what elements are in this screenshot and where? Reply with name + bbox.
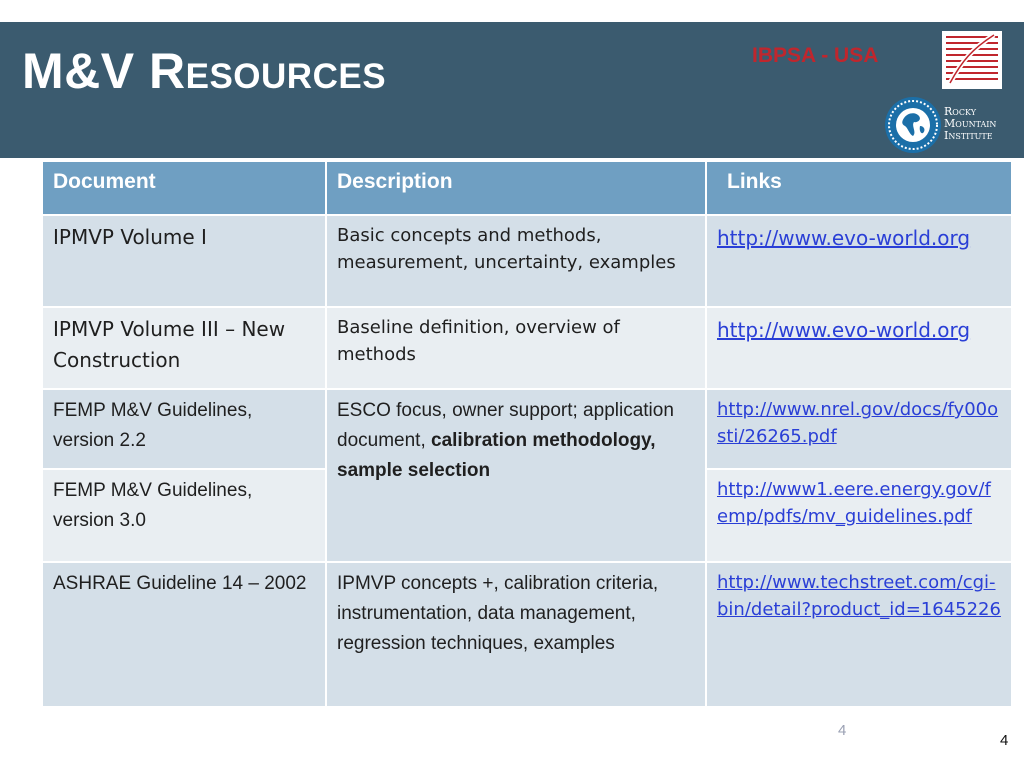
page-number-corner: 4 — [1000, 732, 1009, 749]
resources-table — [41, 160, 1013, 708]
link-cell — [706, 389, 1012, 469]
rmi-globe-icon — [884, 96, 942, 154]
table-header-row — [42, 161, 1012, 215]
description-text: ESCO focus, owner support; application document, — [337, 400, 674, 451]
column-header-document: Document — [42, 161, 326, 215]
resource-link[interactable]: http://www.nrel.gov/docs/fy00osti/26265.pdf — [717, 399, 999, 447]
resource-link[interactable]: http://www.evo-world.org — [717, 318, 971, 342]
resource-link[interactable]: http://www.techstreet.com/cgi-bin/detail?product_id=1645226 — [717, 572, 1001, 620]
document-cell: FEMP M&V Guidelines, version 2.2 — [42, 389, 326, 469]
link-cell — [706, 215, 1012, 307]
document-cell: FEMP M&V Guidelines, version 3.0 — [42, 469, 326, 562]
column-header-links: Links — [706, 161, 1012, 215]
link-cell — [706, 562, 1012, 707]
table-row — [42, 562, 1012, 707]
document-cell: IPMVP Volume III – New Construction — [42, 307, 326, 389]
link-cell — [706, 307, 1012, 389]
description-cell: Basic concepts and methods, measurement, uncertainty, examples — [326, 215, 706, 307]
table-row — [42, 307, 1012, 389]
ibpsa-logo-icon — [942, 31, 1002, 89]
column-header-description: Description — [326, 161, 706, 215]
slide-title: M&V Resources — [22, 43, 387, 99]
resource-link[interactable]: http://www1.eere.energy.gov/femp/pdfs/mv_guidelines.pdf — [717, 479, 991, 527]
page-number-center: 4 — [838, 722, 847, 739]
description-cell: Baseline definition, overview of methods — [326, 307, 706, 389]
rmi-logo-text — [944, 106, 996, 142]
table-row — [42, 215, 1012, 307]
link-cell — [706, 469, 1012, 562]
description-cell — [326, 389, 706, 562]
rmi-logo-line: Mountain — [944, 117, 997, 130]
document-cell: ASHRAE Guideline 14 – 2002 — [42, 562, 326, 707]
description-cell: IPMVP concepts +, calibration criteria, instrumentation, data management, regression techniques, examples — [326, 562, 706, 707]
table-row — [42, 389, 1012, 469]
rmi-logo-line: Rocky — [944, 105, 977, 118]
resource-link[interactable]: http://www.evo-world.org — [717, 226, 971, 250]
document-cell: IPMVP Volume I — [42, 215, 326, 307]
rmi-logo-line: Institute — [944, 129, 993, 142]
ibpsa-label: IBPSA - USA — [752, 44, 879, 67]
description-emphasis: calibration methodology, sample selection — [337, 430, 656, 481]
